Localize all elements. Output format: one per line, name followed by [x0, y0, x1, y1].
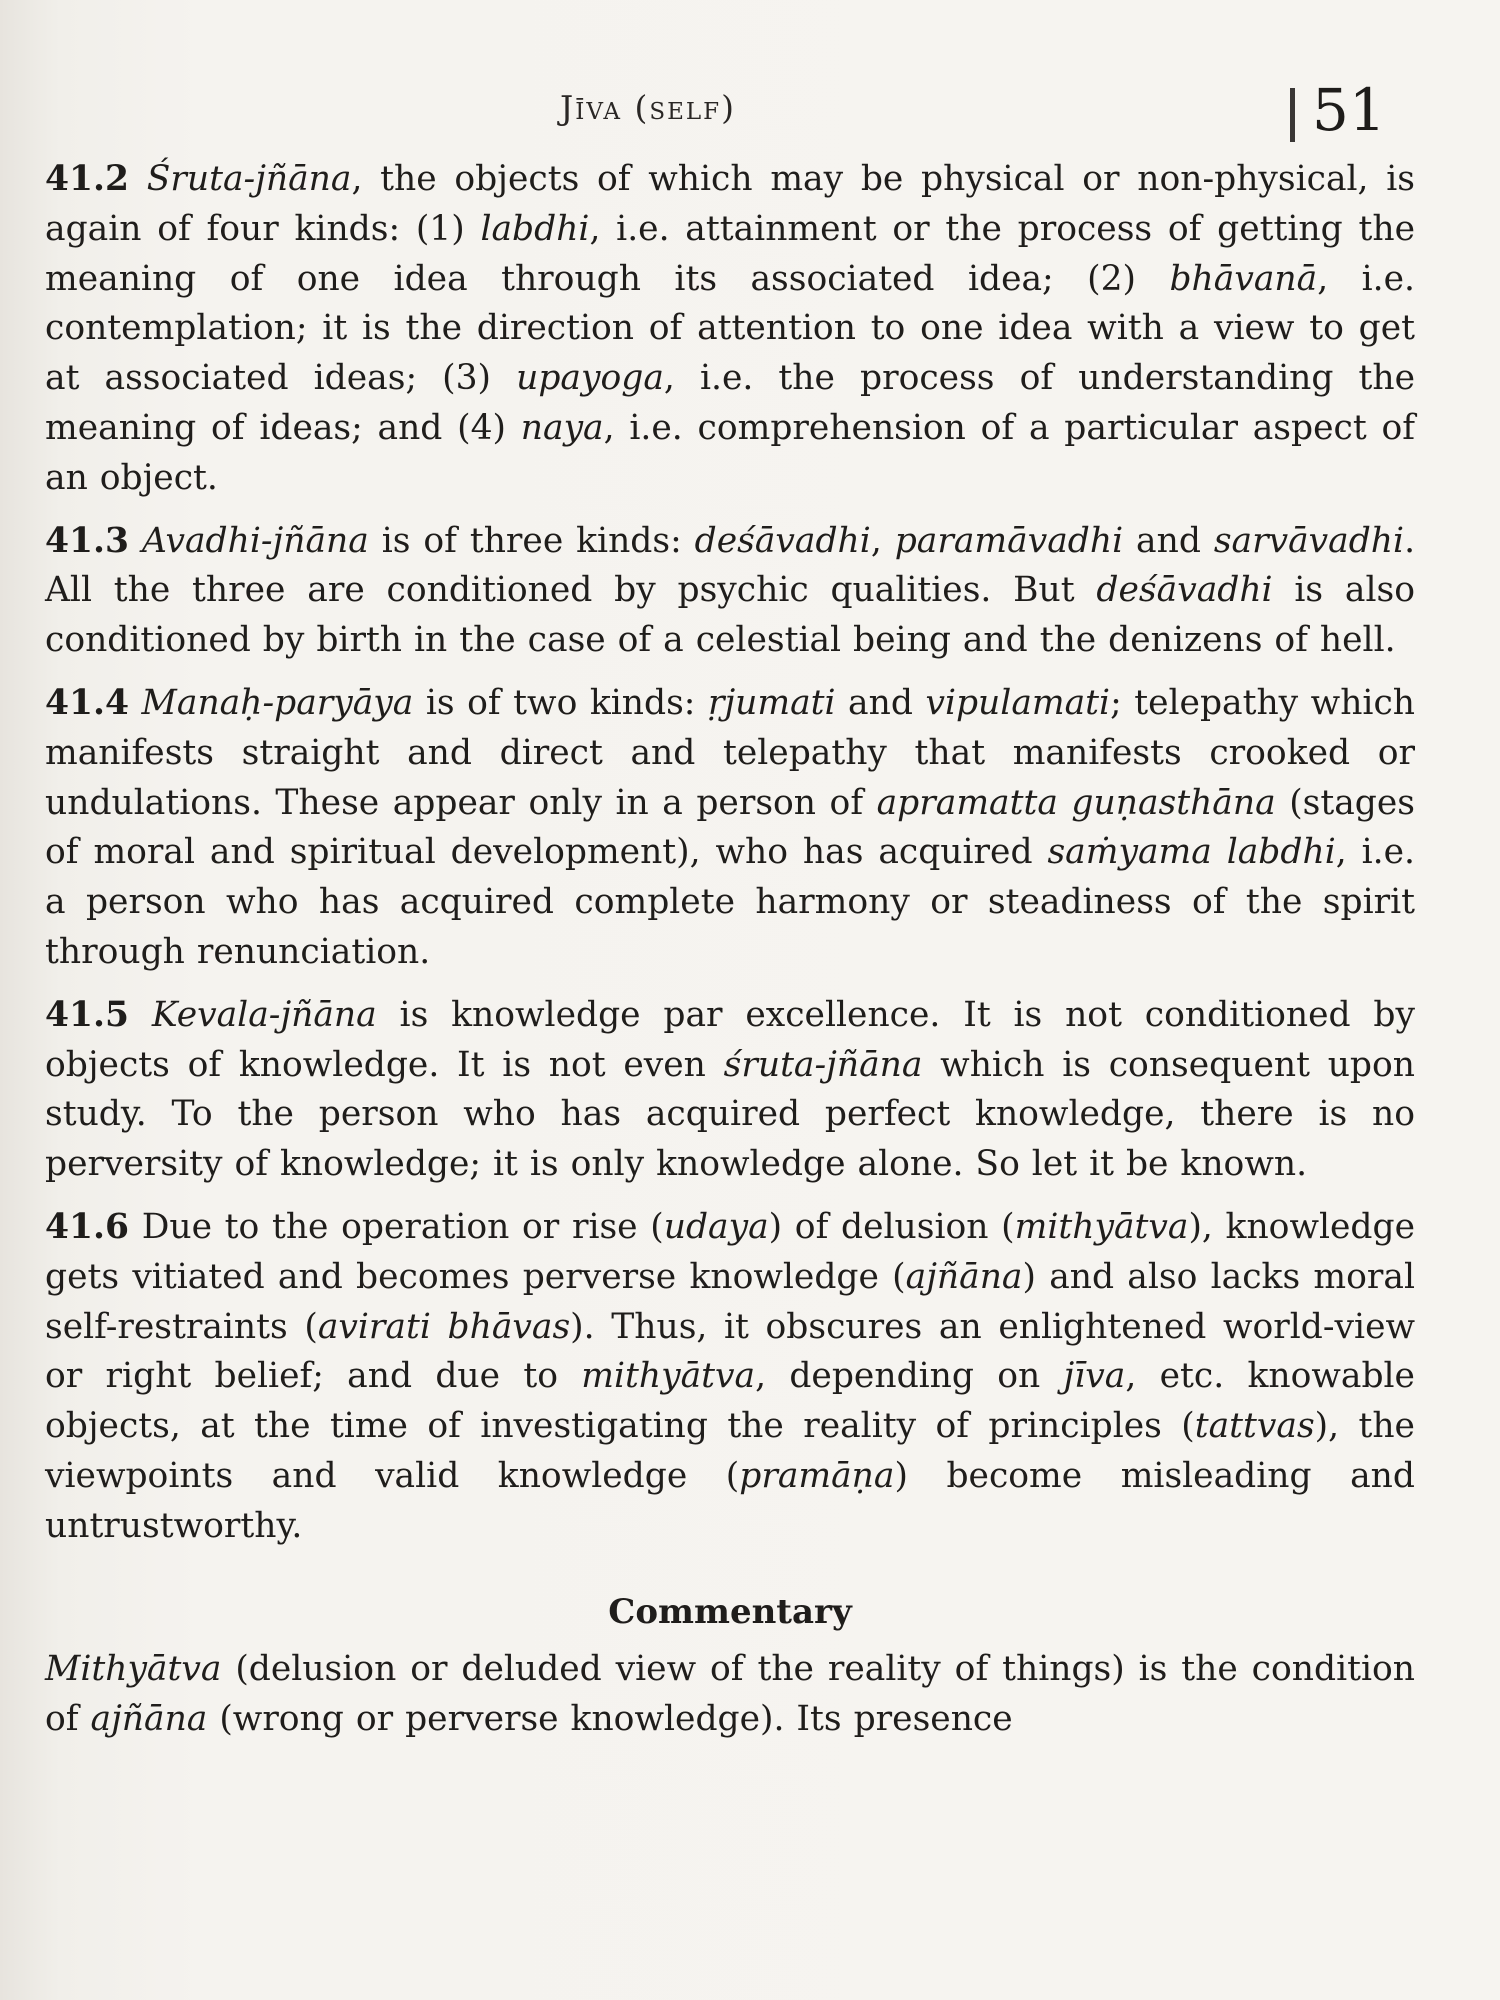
text-run: is of two kinds:: [413, 682, 708, 723]
text-run: Due to the operation or rise (: [141, 1206, 664, 1247]
text-run: , i.e. contemplation; it is the direction of attention to one idea with a view to get at associated ideas; (3): [45, 258, 1415, 399]
italic-term: ajñāna: [905, 1256, 1023, 1297]
running-head: [0, 76, 1500, 152]
italic-term: paramāvadhi: [894, 520, 1124, 561]
paragraph-41-5: [45, 991, 1415, 1190]
paragraph-41-2: [45, 155, 1415, 504]
paragraph-text: [45, 995, 1415, 1184]
italic-term: bhāvanā: [1169, 258, 1318, 299]
paragraph-number: 41.6: [45, 1206, 130, 1247]
italic-term: saṁyama labdhi: [1047, 832, 1336, 873]
italic-term: mithyātva: [581, 1356, 756, 1397]
text-run: ) become misleading and untrustworthy.: [45, 1455, 1415, 1546]
text-run: is also conditioned by birth in the case of a celestial being and the denizens of hell.: [45, 570, 1416, 661]
italic-term: sarvāvadhi: [1213, 520, 1405, 561]
italic-term: Avadhi-jñāna: [141, 520, 369, 561]
paragraph-text: [45, 683, 1415, 972]
paragraph-number: 41.4: [45, 682, 130, 723]
text-run: is knowledge par excellence. It is not conditioned by objects of knowledge. It is not even: [45, 994, 1415, 1085]
italic-term: Manaḥ-paryāya: [141, 682, 414, 723]
text-run: ) and also lacks moral self-restraints (: [45, 1256, 1415, 1347]
text-run: ,: [870, 520, 895, 561]
italic-term: śruta-jñāna: [723, 1044, 923, 1085]
text-run: is of three kinds:: [368, 520, 695, 561]
paragraph-number: 41.3: [45, 520, 130, 561]
paragraph-number: 41.5: [45, 994, 130, 1035]
paragraph-41-3: [45, 517, 1415, 666]
text-run: ), knowledge gets vitiated and becomes perverse knowledge (: [45, 1206, 1416, 1297]
italic-term: pramāṇa: [739, 1455, 895, 1496]
text-run: (delusion or deluded view of the reality of things) is the condition of: [45, 1649, 1415, 1740]
paragraph-text: [45, 159, 1415, 498]
italic-term: apramatta guṇasthāna: [876, 782, 1276, 823]
italic-term: ṛjumati: [707, 682, 836, 723]
text-run: . All the three are conditioned by psychic qualities. But: [45, 520, 1416, 611]
italic-term: Mithyātva: [45, 1649, 222, 1690]
text-run: (stages of moral and spiritual development), who has acquired: [45, 782, 1415, 873]
text-run: , i.e. comprehension of a particular aspect of an object.: [45, 407, 1415, 498]
text-run: , depending on: [755, 1356, 1064, 1397]
italic-term: labdhi: [480, 208, 590, 249]
paragraph-text: [45, 1649, 1415, 1739]
body-text: [45, 155, 1415, 1758]
text-run: which is consequent upon study. To the person who has acquired perfect knowledge, there is no perversity of knowledge; it is only knowledge alone. So let it be known.: [45, 1044, 1415, 1185]
paragraph-text: [45, 521, 1415, 661]
text-run: ) of delusion (: [768, 1206, 1015, 1247]
paragraph-41-6: [45, 1203, 1415, 1552]
text-run: and: [835, 682, 926, 723]
italic-term: mithyātva: [1014, 1206, 1189, 1247]
text-run: , i.e. a person who has acquired complete harmony or steadiness of the spirit through renunciation.: [45, 832, 1415, 972]
running-title: Jīva (self): [560, 88, 736, 127]
italic-term: jīva: [1063, 1356, 1126, 1397]
header-divider: [1290, 88, 1295, 142]
text-run: , i.e. attainment or the process of getting the meaning of one idea through its associated idea; (2): [45, 208, 1415, 299]
text-run: , the objects of which may be physical or non-physical, is again of four kinds: (1): [45, 159, 1415, 249]
text-run: ). Thus, it obscures an enlightened world-view or right belief; and due to: [45, 1306, 1416, 1397]
italic-term: Kevala-jñāna: [151, 994, 377, 1035]
paragraph-number: 41.2: [45, 159, 130, 199]
italic-term: upayoga: [516, 358, 664, 399]
paragraph-text: [45, 1207, 1415, 1546]
italic-term: avirati bhāvas: [317, 1306, 571, 1347]
italic-term: Śruta-jñāna: [146, 159, 352, 199]
commentary-heading: Commentary: [608, 1591, 852, 1632]
text-run: , etc. knowable objects, at the time of investigating the reality of principles (: [45, 1356, 1415, 1447]
italic-term: deśāvadhi: [694, 520, 871, 561]
text-run: ; telepathy which manifests straight and direct and telepathy that manifests crooked or undulations. These appear only in a person of: [45, 682, 1416, 823]
page-number: 51: [1312, 76, 1386, 144]
commentary-paragraph: [45, 1645, 1415, 1745]
italic-term: tattvas: [1194, 1406, 1315, 1447]
paragraph-41-4: [45, 679, 1415, 978]
text-run: and: [1123, 520, 1214, 561]
text-run: (wrong or perverse knowledge). Its presence: [207, 1699, 1013, 1740]
italic-term: deśāvadhi: [1096, 570, 1273, 611]
text-run: ), the viewpoints and valid knowledge (: [45, 1406, 1415, 1496]
text-run: , i.e. the process of understanding the meaning of ideas; and (4): [45, 358, 1415, 448]
italic-term: ajñāna: [90, 1699, 208, 1740]
italic-term: vipulamati: [925, 682, 1111, 723]
italic-term: naya: [520, 407, 604, 448]
italic-term: udaya: [663, 1206, 769, 1247]
